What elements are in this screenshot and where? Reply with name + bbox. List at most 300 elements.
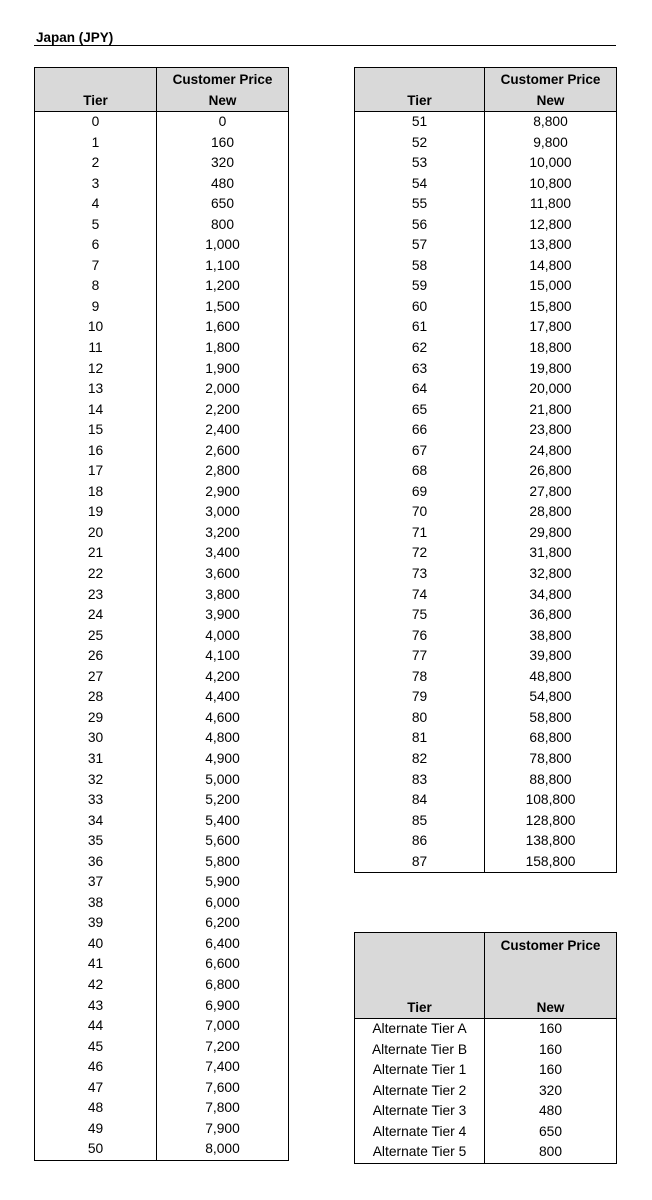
price-cell: 5,600 [205,833,240,849]
tier-cell: 3 [35,174,157,195]
tier-header-blank [35,68,157,91]
table-row [35,687,289,708]
table-row [35,913,289,934]
tier-cell: 74 [355,585,485,606]
table-row [355,153,617,174]
table-row [35,194,289,215]
table-row [355,379,617,400]
tier-cell: 67 [355,441,485,462]
price-cell: 158,800 [525,853,576,869]
price-cell: 6,900 [205,997,240,1013]
price-cell: 15,800 [529,298,572,314]
price-cell: 48,800 [529,668,572,684]
tier-cell: 1 [35,133,157,154]
table-row [355,297,617,318]
tier-cell: 26 [35,646,157,667]
table-row [35,564,289,585]
price-cell: 4,400 [205,689,240,705]
tier-cell: Alternate Tier 1 [355,1060,485,1081]
tier-cell: 23 [35,585,157,606]
tier-cell: Alternate Tier A [355,1019,485,1040]
table-row [355,687,617,708]
table-row [35,626,289,647]
price-cell: 0 [218,114,227,129]
table-row [35,1119,289,1140]
tier-cell: 8 [35,276,157,297]
tier-cell: 20 [35,523,157,544]
table-row [355,338,617,359]
price-cell: 1,100 [205,257,240,273]
tier-cell: 17 [35,461,157,482]
tier-cell: Alternate Tier 4 [355,1122,485,1143]
tier-cell: 43 [35,996,157,1017]
tier-cell: 41 [35,954,157,975]
price-cell: 6,400 [205,935,240,951]
table-row [35,420,289,441]
table-row [35,133,289,154]
table-row [355,1040,617,1061]
table-row [35,461,289,482]
tier-cell: 65 [355,400,485,421]
tier-cell: Alternate Tier 3 [355,1101,485,1122]
price-cell: 1,900 [205,360,240,376]
price-cell: 2,900 [205,483,240,499]
tier-cell: 50 [35,1139,157,1160]
price-cell: 650 [210,196,235,212]
table-row [35,523,289,544]
price-cell: 4,100 [205,648,240,664]
tier-cell: 40 [35,934,157,955]
price-cell: 3,800 [205,586,240,602]
tier-cell: 73 [355,564,485,585]
price-cell: 11,800 [529,196,572,212]
price-cell: 7,800 [205,1100,240,1116]
tier-cell: 0 [35,112,157,133]
price-cell: 88,800 [529,771,572,787]
tier-cell: 77 [355,646,485,667]
tier-cell: Alternate Tier B [355,1040,485,1061]
table-row [35,543,289,564]
table-row [35,359,289,380]
table-row [35,646,289,667]
table-row [35,708,289,729]
tier-cell: 36 [35,852,157,873]
table-row [35,235,289,256]
tier-cell: 57 [355,235,485,256]
tier-cell: 19 [35,502,157,523]
table-row [35,502,289,523]
table-row [355,523,617,544]
table-row [355,1122,617,1143]
table-row [35,400,289,421]
tier-cell: 62 [355,338,485,359]
table-row [35,770,289,791]
price-cell: 320 [538,1082,563,1098]
tier-cell: 60 [355,297,485,318]
price-cell: 10,000 [529,155,572,171]
tier-cell: 42 [35,975,157,996]
new-price-header: New [485,90,617,112]
tier-cell: 85 [355,811,485,832]
customer-price-header: Customer Price [485,68,617,91]
tier-cell: Alternate Tier 5 [355,1142,485,1163]
table-row [35,790,289,811]
tier-cell: 55 [355,194,485,215]
price-cell: 3,400 [205,545,240,561]
tier-cell: 54 [355,174,485,195]
table-row [35,728,289,749]
table-row [35,1098,289,1119]
table-row [355,564,617,585]
table-row [355,543,617,564]
price-cell: 7,600 [205,1079,240,1095]
table-row [35,215,289,236]
tier-cell: Alternate Tier 2 [355,1081,485,1102]
tier-cell: 39 [35,913,157,934]
price-cell: 480 [538,1103,563,1119]
tier-cell: 25 [35,626,157,647]
tier-cell: 53 [355,153,485,174]
price-cell: 24,800 [529,442,572,458]
tier-cell: 28 [35,687,157,708]
price-cell: 9,800 [533,134,568,150]
price-cell: 17,800 [529,319,572,335]
price-cell: 160 [538,1041,563,1057]
price-cell: 3,900 [205,607,240,623]
price-cell: 7,200 [205,1038,240,1054]
tier-cell: 70 [355,502,485,523]
tier-cell: 46 [35,1057,157,1078]
price-cell: 23,800 [529,422,572,438]
tier-cell: 72 [355,543,485,564]
table-row [35,667,289,688]
tier-cell: 35 [35,831,157,852]
tier-cell: 24 [35,605,157,626]
tier-cell: 38 [35,893,157,914]
tier-cell: 32 [35,770,157,791]
tier-cell: 56 [355,215,485,236]
table-row [35,585,289,606]
price-cell: 19,800 [529,360,572,376]
tier-cell: 13 [35,379,157,400]
price-cell: 13,800 [529,237,572,253]
price-cell: 128,800 [525,812,576,828]
price-cell: 31,800 [529,545,572,561]
table-row [35,338,289,359]
table-row [355,317,617,338]
table-row [35,379,289,400]
table-row [35,174,289,195]
tier-cell: 16 [35,441,157,462]
tier-cell: 21 [35,543,157,564]
price-cell: 5,800 [205,853,240,869]
page-title: Japan (JPY) [36,30,114,45]
customer-price-header: Customer Price [157,68,289,91]
tier-cell: 78 [355,667,485,688]
table-row [35,276,289,297]
price-cell: 4,800 [205,730,240,746]
table-row [35,811,289,832]
tier-cell: 4 [35,194,157,215]
table-row [355,276,617,297]
tier-cell: 22 [35,564,157,585]
price-cell: 28,800 [529,504,572,520]
price-cell: 108,800 [525,792,576,808]
tier-cell: 58 [355,256,485,277]
table-row [35,256,289,277]
price-cell: 6,600 [205,956,240,972]
new-price-header: New [485,997,617,1019]
tier-cell: 75 [355,605,485,626]
price-cell: 2,000 [205,381,240,397]
price-cell: 68,800 [529,730,572,746]
table-row [35,1078,289,1099]
table-row [35,317,289,338]
price-cell: 8,000 [205,1141,240,1157]
tier-cell: 14 [35,400,157,421]
price-cell: 20,000 [529,381,572,397]
price-cell: 6,800 [205,976,240,992]
table-row [355,174,617,195]
tier-cell: 31 [35,749,157,770]
price-tier-table-right [354,67,617,873]
tier-cell: 48 [35,1098,157,1119]
price-cell: 1,800 [205,340,240,356]
table-row [355,461,617,482]
price-cell: 6,000 [205,894,240,910]
tier-cell: 61 [355,317,485,338]
table-body [355,112,617,873]
table-row [355,852,617,873]
table-row [35,1037,289,1058]
header-spacer [485,956,617,997]
table-row [35,996,289,1017]
tier-cell: 79 [355,687,485,708]
table-row [35,893,289,914]
price-cell: 4,900 [205,750,240,766]
table-row [355,790,617,811]
table-row [355,626,617,647]
table-row [355,646,617,667]
table-row [355,441,617,462]
table-row [355,235,617,256]
table-row [355,728,617,749]
new-price-header: New [157,90,289,112]
tier-cell: 29 [35,708,157,729]
price-cell: 160 [210,134,235,150]
tier-header: Tier [355,997,485,1019]
tier-cell: 83 [355,770,485,791]
table-row [355,256,617,277]
price-cell: 2,200 [205,401,240,417]
price-cell: 78,800 [529,750,572,766]
table-row [355,400,617,421]
price-cell: 5,400 [205,812,240,828]
title-divider [34,45,616,46]
table-row [355,482,617,503]
table-row [355,605,617,626]
table-row [35,112,289,133]
price-cell: 1,500 [205,298,240,314]
price-cell: 6,200 [205,915,240,931]
tier-cell: 68 [355,461,485,482]
price-cell: 7,400 [205,1059,240,1075]
price-cell: 5,000 [205,771,240,787]
price-cell: 2,600 [205,442,240,458]
tier-cell: 11 [35,338,157,359]
tier-cell: 49 [35,1119,157,1140]
price-cell: 2,400 [205,422,240,438]
tier-cell: 47 [35,1078,157,1099]
price-cell: 10,800 [529,175,572,191]
table-row [355,112,617,133]
alternate-tier-table [354,932,617,1164]
price-cell: 26,800 [529,463,572,479]
price-cell: 18,800 [529,340,572,356]
price-cell: 3,600 [205,566,240,582]
price-cell: 1,200 [205,278,240,294]
price-cell: 5,200 [205,792,240,808]
table-row [355,1101,617,1122]
tier-cell: 2 [35,153,157,174]
tier-cell: 27 [35,667,157,688]
table-row [355,749,617,770]
price-cell: 1,000 [205,237,240,253]
tier-cell: 66 [355,420,485,441]
price-cell: 58,800 [529,709,572,725]
table-row [355,194,617,215]
table-row [35,852,289,873]
tier-header: Tier [355,90,485,112]
table-row [35,297,289,318]
table-row [355,215,617,236]
tier-header-blank [355,933,485,957]
tier-cell: 33 [35,790,157,811]
price-cell: 800 [538,1144,563,1160]
table-body [355,1019,617,1164]
tier-cell: 52 [355,133,485,154]
tier-cell: 18 [35,482,157,503]
table-row [35,954,289,975]
tier-cell: 45 [35,1037,157,1058]
price-tier-table-left [34,67,289,1161]
price-cell: 5,900 [205,874,240,890]
table-row [355,770,617,791]
table-row [35,1016,289,1037]
tier-cell: 15 [35,420,157,441]
price-cell: 7,000 [205,1018,240,1034]
price-cell: 138,800 [525,833,576,849]
table-row [355,1081,617,1102]
tier-cell: 69 [355,482,485,503]
table-row [35,1139,289,1160]
price-cell: 15,000 [529,278,572,294]
table-row [35,975,289,996]
price-cell: 2,800 [205,463,240,479]
price-cell: 1,600 [205,319,240,335]
table-row [35,441,289,462]
price-cell: 54,800 [529,689,572,705]
tier-cell: 10 [35,317,157,338]
customer-price-header: Customer Price [485,933,617,957]
price-cell: 12,800 [529,216,572,232]
table-body [35,112,289,1161]
price-cell: 39,800 [529,648,572,664]
table-row [35,482,289,503]
tier-cell: 71 [355,523,485,544]
table-row [35,934,289,955]
table-row [355,667,617,688]
price-cell: 14,800 [529,257,572,273]
price-cell: 480 [210,175,235,191]
table-row [355,1060,617,1081]
tier-cell: 9 [35,297,157,318]
tier-cell: 87 [355,852,485,873]
table-row [355,133,617,154]
tier-cell: 51 [355,112,485,133]
tier-cell: 64 [355,379,485,400]
price-cell: 36,800 [529,607,572,623]
tier-cell: 12 [35,359,157,380]
table-row [355,811,617,832]
price-cell: 800 [210,216,235,232]
price-cell: 7,900 [205,1120,240,1136]
tier-cell: 82 [355,749,485,770]
tier-cell: 76 [355,626,485,647]
price-cell: 160 [538,1021,563,1036]
tier-cell: 59 [355,276,485,297]
tier-cell: 80 [355,708,485,729]
price-cell: 4,200 [205,668,240,684]
table-row [355,502,617,523]
table-row [35,749,289,770]
price-cell: 29,800 [529,524,572,540]
table-row [35,831,289,852]
table-row [35,1057,289,1078]
tier-cell: 30 [35,728,157,749]
tier-cell: 86 [355,831,485,852]
header-spacer [355,956,485,997]
table-row [355,1019,617,1040]
tier-cell: 5 [35,215,157,236]
price-cell: 27,800 [529,483,572,499]
tier-cell: 34 [35,811,157,832]
table-row [355,708,617,729]
price-cell: 4,000 [205,627,240,643]
tier-cell: 44 [35,1016,157,1037]
tier-cell: 84 [355,790,485,811]
price-cell: 8,800 [533,114,568,129]
tier-header-blank [355,68,485,91]
price-cell: 38,800 [529,627,572,643]
price-cell: 650 [538,1123,563,1139]
price-cell: 32,800 [529,566,572,582]
table-row [35,872,289,893]
table-row [35,153,289,174]
table-row [355,1142,617,1163]
tier-cell: 81 [355,728,485,749]
price-cell: 160 [538,1062,563,1078]
tier-cell: 63 [355,359,485,380]
table-row [355,585,617,606]
price-cell: 3,000 [205,504,240,520]
price-cell: 21,800 [529,401,572,417]
tier-cell: 7 [35,256,157,277]
tier-cell: 6 [35,235,157,256]
table-row [355,420,617,441]
tier-header: Tier [35,90,157,112]
table-row [35,605,289,626]
